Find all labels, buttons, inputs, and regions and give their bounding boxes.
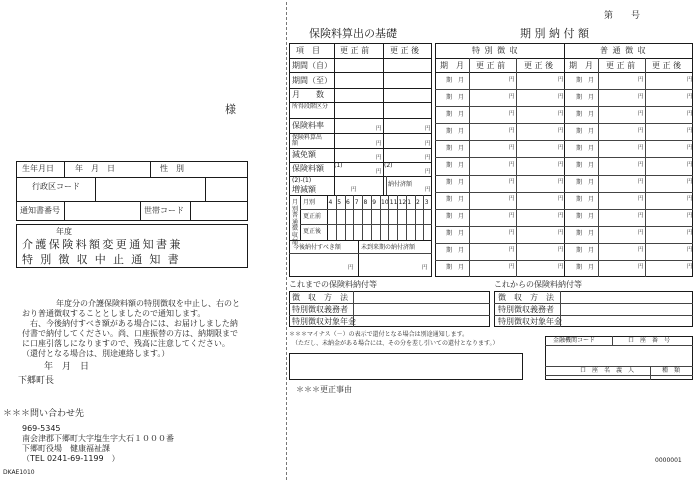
yen-mark: 円 [558,144,564,151]
past-pension-label: 特別徴収対象年金 [292,317,356,326]
future-method-label: 徴 収 方 法 [498,293,554,302]
row-difference: (2)-(1) [292,177,312,184]
ordinary-col-after: 更 正 後 [652,61,682,70]
ordinary-collection-title: 普 通 徴 収 [600,46,647,55]
month-number-cell: 11 [389,199,398,206]
account-number-label: 口 座 番 号 [628,337,671,344]
note-line-2: （ただし、未納金がある場合には、その分を差し引いての還付となります。） [292,340,499,347]
ordinary-period-cell: 期 月 [576,144,595,152]
yen-mark: 円 [376,169,382,175]
row-paid-label: 納付済額 [388,181,413,188]
special-collection-title: 特 別 徴 収 [472,46,519,55]
yen-mark: 円 [558,247,564,254]
yen-mark: 円 [509,196,515,203]
yen-mark: 円 [509,179,515,186]
row-income-bracket: 所得段階区分 [292,103,329,110]
yen-mark: 円 [687,127,693,134]
yen-mark: 円 [687,144,693,151]
installments-title: 期 別 納 付 額 [520,27,589,40]
ordinary-period-cell: 期 月 [576,230,595,238]
body-line-4: 付書で納付してください。尚、口座振替の方は、納期限まで [22,329,238,338]
row-period-from: 期間（自） [292,61,332,70]
monthly-before: 更正前 [303,213,322,220]
note-line-1: ＊＊＊マイナス（－）の表示で還付となる場合は別途通知します。 [289,331,469,338]
yen-mark: 円 [687,196,693,203]
ordinary-period-cell: 期 月 [576,196,595,204]
month-number-cell: 9 [372,199,377,206]
yen-mark: 円 [638,179,644,186]
form-number-label: 第 号 [604,11,641,21]
month-number-cell: 6 [346,199,350,206]
yen-mark: 円 [687,230,693,237]
document-number: 0000001 [655,457,682,464]
ordinary-period-cell: 期 月 [576,264,595,272]
prepaid-label: 未到来期の納付済額 [361,244,416,251]
yen-mark: 円 [376,141,382,147]
ordinary-period-cell: 期 月 [576,179,595,187]
special-period-cell: 期 月 [446,213,465,221]
month-number-cell: 10 [381,199,389,206]
month-number-cell: 1 [407,199,412,206]
basis-title: 保険料算出の基礎 [309,27,397,40]
future-due-label: 今後納付すべき額 [293,244,341,251]
yen-mark: 円 [687,247,693,254]
issue-date: 年 月 日 [44,362,90,372]
row-months: 月 数 [292,90,324,99]
yen-mark: 円 [687,213,693,220]
yen-mark: 円 [638,247,644,254]
yen-mark: 円 [687,110,693,117]
birth-date-value: 年 月 日 [75,164,115,173]
row-premium-rate: 保険料率 [292,121,324,130]
special-period-cell: 期 月 [446,264,465,272]
monthly-after: 更正後 [303,228,322,235]
body-line-2: おり普通徴収することとしましたので通知します。 [22,309,206,318]
month-number-cell: 4 [328,199,333,206]
yen-mark: 円 [558,179,564,186]
yen-mark: 円 [558,161,564,168]
yen-mark: 円 [687,161,693,168]
yen-mark: 円 [348,265,354,271]
special-period-cell: 期 月 [446,110,465,118]
account-type-label: 種 類 [662,367,681,374]
row-period-to: 期間（至） [292,76,332,85]
yen-mark: 円 [687,179,693,186]
yen-mark: 円 [425,126,431,132]
yen-mark: 円 [509,213,515,220]
special-col-period: 期 月 [440,61,464,70]
basis-head-after: 更 正 後 [390,46,420,55]
yen-mark: 円 [351,187,357,193]
notice-title-line2: 特別徴収中止通知書 [22,253,186,266]
premium-sub-2: (2) [384,162,393,169]
notice-year: 年度 [56,227,72,236]
special-period-cell: 期 月 [446,247,465,255]
revision-reason-title: ＊＊＊更正事由 [296,385,352,394]
special-col-before: 更 正 前 [476,61,506,70]
inquiry-address: 南会津郡下郷町大字塩生字大石１０００番 [22,434,174,443]
past-method-label: 徴 収 方 法 [292,293,348,302]
inquiry-title: ＊＊＊問い合わせ先 [3,409,85,419]
yen-mark: 円 [422,265,428,271]
month-number-cell: 12 [398,199,407,206]
special-period-cell: 期 月 [446,76,465,84]
special-period-cell: 期 月 [446,230,465,238]
form-code: DKAE1010 [3,469,35,476]
ordinary-period-cell: 期 月 [576,247,595,255]
sender-name: 下郷町長 [18,376,55,386]
basis-head-item: 項 目 [296,46,320,55]
remarks-box [289,353,523,380]
monthly-label: 月別 [303,199,316,206]
yen-mark: 円 [558,127,564,134]
past-obligor-label: 特別徴収義務者 [292,305,348,314]
fold-line [286,2,287,480]
body-line-3: 右、今後納付すべき額がある場合には、お届けしました納 [30,319,238,328]
special-period-cell: 期 月 [446,127,465,135]
month-number-cell: 8 [363,199,368,206]
ordinary-col-period: 期 月 [569,61,593,70]
row-diff-amount: 増減額 [292,185,316,194]
month-number-cell: 5 [337,199,342,206]
ordinary-period-cell: 期 月 [576,93,595,101]
future-obligor-label: 特別徴収義務者 [498,305,554,314]
yen-mark: 円 [509,76,515,83]
yen-mark: 円 [509,110,515,117]
yen-mark: 円 [687,93,693,100]
ordinary-col-before: 更 正 前 [606,61,636,70]
yen-mark: 円 [509,161,515,168]
yen-mark: 円 [558,93,564,100]
premium-sub-1: (1) [334,162,343,169]
yen-mark: 円 [638,196,644,203]
inquiry-tel: （TEL 0241-69-1199 ） [22,454,120,463]
ordinary-period-cell: 期 月 [576,213,595,221]
future-pension-label: 特別徴収対象年金 [498,317,562,326]
yen-mark: 円 [558,230,564,237]
yen-mark: 円 [509,264,515,271]
special-period-cell: 期 月 [446,93,465,101]
inquiry-postal: 969-5345 [22,424,61,433]
yen-mark: 円 [558,110,564,117]
future-payments-title: これからの保険料納付等 [494,280,582,289]
yen-mark: 円 [638,264,644,271]
row-premium-amount: 保険料額 [292,164,324,173]
month-number-cell: 7 [354,199,359,206]
yen-mark: 円 [558,213,564,220]
birth-date-label: 生年月日 [22,164,54,173]
inquiry-office: 下郷町役場 健康福祉課 [22,444,110,453]
yen-mark: 円 [687,76,693,83]
yen-mark: 円 [638,213,644,220]
yen-mark: 円 [425,141,431,147]
yen-mark: 円 [425,187,431,193]
past-payments-title: これまでの保険料納付等 [289,280,377,289]
yen-mark: 円 [509,127,515,134]
yen-mark: 円 [638,127,644,134]
yen-mark: 円 [425,169,431,175]
notice-number-label: 通知書番号 [20,206,60,215]
yen-mark: 円 [425,155,431,161]
yen-mark: 円 [687,264,693,271]
body-line-6: （還付となる場合は、別途連絡します。） [22,349,170,358]
notice-title-line1: 介護保険料額変更通知書兼 [22,238,183,251]
yen-mark: 円 [509,230,515,237]
yen-mark: 円 [638,76,644,83]
ordinary-period-cell: 期 月 [576,76,595,84]
body-line-5: に口座引落しになりますので、残高に注意してください。 [22,339,230,348]
special-period-cell: 期 月 [446,144,465,152]
special-period-cell: 期 月 [446,196,465,204]
monthly-side-label: 月別普通徴収額 [292,199,299,246]
yen-mark: 円 [638,110,644,117]
month-number-cell: 2 [416,199,420,206]
yen-mark: 円 [558,264,564,271]
special-period-cell: 期 月 [446,179,465,187]
row-reduction: 減免額 [292,150,316,159]
month-number-cell: 3 [424,199,429,206]
yen-mark: 円 [376,155,382,161]
yen-mark: 円 [638,93,644,100]
sex-label: 性 別 [160,164,184,173]
household-code-label: 世帯コード [144,206,184,215]
yen-mark: 円 [509,247,515,254]
admin-code-label: 行政区コード [32,182,80,191]
bank-code-label: 金融機関コード [553,337,596,344]
special-col-after: 更 正 後 [524,61,554,70]
account-holder-label: 口 座 名 義 人 [580,367,635,374]
ordinary-period-cell: 期 月 [576,110,595,118]
row-calculated-premium: 保険料算出額 [292,134,323,147]
yen-mark: 円 [638,230,644,237]
yen-mark: 円 [638,144,644,151]
yen-mark: 円 [509,144,515,151]
yen-mark: 円 [509,93,515,100]
yen-mark: 円 [638,161,644,168]
ordinary-period-cell: 期 月 [576,161,595,169]
salutation: 様 [225,103,236,116]
yen-mark: 円 [558,76,564,83]
ordinary-period-cell: 期 月 [576,127,595,135]
body-line-1: 年度分の介護保険料額の特別徴収を中止し、右のと [56,299,240,308]
yen-mark: 円 [558,196,564,203]
special-period-cell: 期 月 [446,161,465,169]
yen-mark: 円 [376,126,382,132]
basis-head-before: 更 正 前 [340,46,370,55]
